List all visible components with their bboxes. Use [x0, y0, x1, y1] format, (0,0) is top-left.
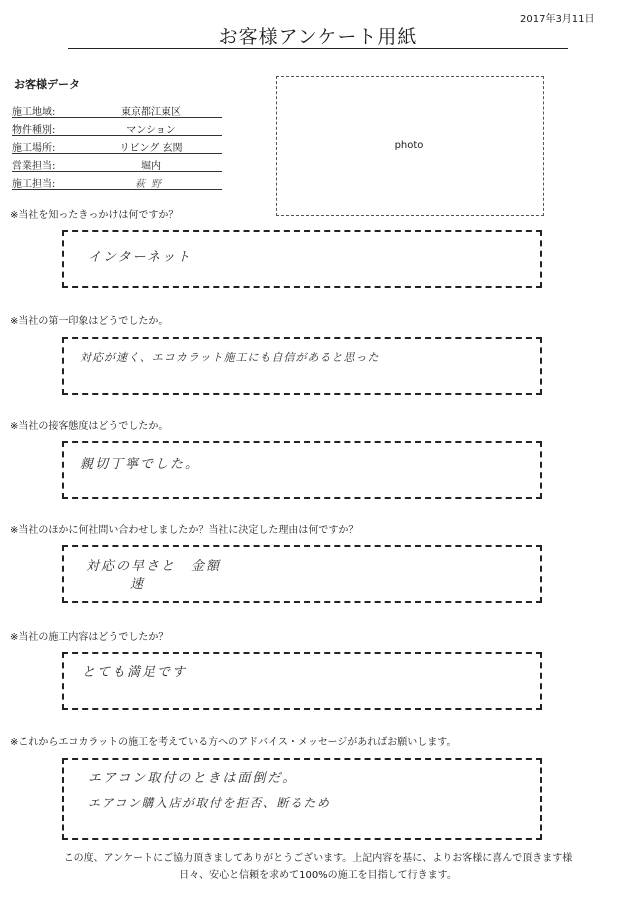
customer-row-location	[12, 138, 222, 154]
title-underline	[68, 48, 568, 49]
answer-2-line-1: 対応が速く、エコカラット施工にも自信があると思った	[80, 351, 380, 364]
answer-box-2	[62, 337, 542, 395]
answer-6-line-1: エアコン取付のときは面倒だ。	[88, 771, 298, 786]
footer-message-line-1: この度、アンケートにご協力頂きましてありがとうございます。上記内容を基に、よりお客様に喜んで頂きます様	[63, 853, 573, 864]
customer-row-area	[12, 102, 222, 118]
customer-row-value-handwritten: 萩野	[135, 179, 167, 190]
customer-data-heading: お客様データ	[14, 78, 80, 91]
customer-row-sales	[12, 156, 222, 172]
survey-date: 2017年3月11日	[520, 14, 595, 25]
answer-4-line-2: 速	[130, 577, 146, 592]
customer-row-value: リビング 玄関	[119, 143, 183, 154]
answer-4-line-1: 対応の早さと 金額	[86, 559, 222, 574]
customer-row-value: マンション	[126, 125, 176, 136]
customer-row-label: 施工地域:	[12, 107, 56, 118]
answer-5-line-1: とても満足です	[82, 665, 188, 680]
question-4: ※当社のほかに何社問い合わせしましたか？当社に決定した理由は何ですか？	[10, 525, 359, 536]
customer-row-value: 東京都江東区	[121, 107, 181, 118]
customer-row-label: 施工担当:	[12, 179, 56, 190]
question-3: ※当社の接客態度はどうでしたか。	[10, 421, 169, 432]
question-2: ※当社の第一印象はどうでしたか。	[10, 316, 169, 327]
customer-row-label: 物件種別:	[12, 125, 56, 136]
question-6: ※これからエコカラットの施工を考えている方へのアドバイス・メッセージがあればお願いします。	[10, 737, 457, 748]
answer-3-line-1: 親切丁寧でした。	[80, 457, 201, 472]
answer-6-line-2: エアコン購入店が取付を拒否、断るため	[88, 796, 331, 810]
question-5: ※当社の施工内容はどうでしたか？	[10, 632, 169, 643]
answer-1-line-1: インターネット	[88, 250, 192, 265]
question-1: ※当社を知ったきっかけは何ですか？	[10, 210, 179, 221]
customer-row-label: 施工場所:	[12, 143, 56, 154]
page-title: お客様アンケート用紙	[218, 26, 418, 48]
customer-row-installer	[12, 174, 222, 190]
customer-row-property-type	[12, 120, 222, 136]
customer-row-value: 堀内	[141, 161, 161, 172]
footer-message-line-2: 日々、安心と信頼を求めて100%の施工を目指して行きます。	[179, 870, 457, 881]
photo-label: photo	[394, 140, 424, 151]
customer-row-label: 営業担当:	[12, 161, 56, 172]
